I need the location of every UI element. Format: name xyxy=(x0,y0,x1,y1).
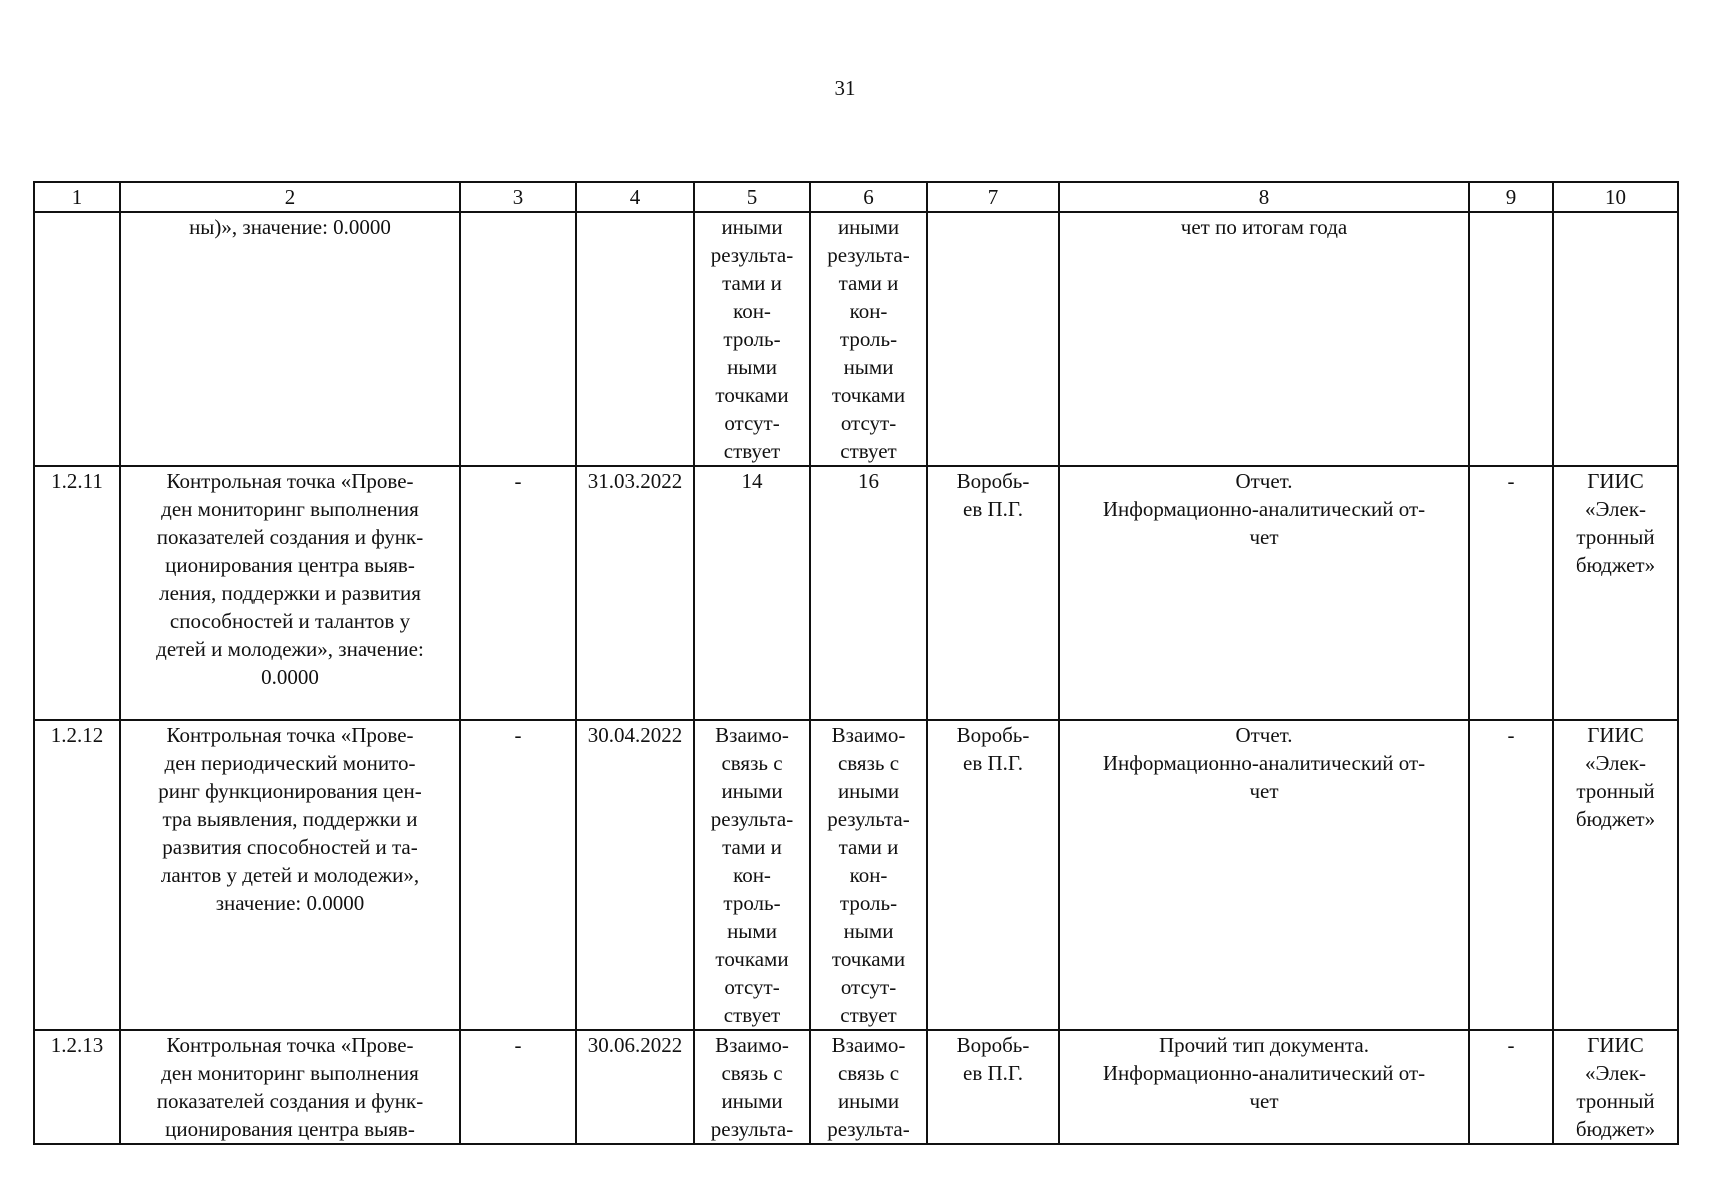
document-type-cell: Прочий тип документа. Информационно-аналитический от- чет xyxy=(1059,1030,1469,1144)
cell-col-9: - xyxy=(1469,1030,1553,1144)
responsible-cell: Воробь- ев П.Г. xyxy=(927,1030,1059,1144)
table-row xyxy=(34,1030,1678,1144)
cell-col-5: Взаимо- связь с иными результа- тами и кон- троль- ными точками отсут- ствует xyxy=(694,720,810,1030)
name-cell: Контрольная точка «Прове- ден мониторинг выполнения показателей создания и функ- ционирования центра выяв- ления, поддержки и развития способностей и талантов у детей и молодежи», значение: 0.0000 xyxy=(120,466,460,720)
cell-col-6: иными результа- тами и кон- троль- ными точками отсут- ствует xyxy=(810,212,927,466)
document-type-cell: Отчет. Информационно-аналитический от- чет xyxy=(1059,466,1469,720)
control-points-table xyxy=(33,181,1679,1145)
table-row xyxy=(34,212,1678,466)
document-type-cell: чет по итогам года xyxy=(1059,212,1469,466)
system-cell: ГИИС «Элек- тронный бюджет» xyxy=(1553,720,1678,1030)
cell-col-3: - xyxy=(460,1030,576,1144)
date-cell: 30.06.2022 xyxy=(576,1030,694,1144)
name-cell: Контрольная точка «Прове- ден периодический монито- ринг функционирования цен- тра выявления, поддержки и развития способностей и та- лантов у детей и молодежи», значение: 0.0000 xyxy=(120,720,460,1030)
responsible-cell: Воробь- ев П.Г. xyxy=(927,466,1059,720)
cell-col-6: Взаимо- связь с иными результа- тами и кон- троль- ными точками отсут- ствует xyxy=(810,720,927,1030)
page-number: 31 xyxy=(834,76,856,100)
cell-col-3: - xyxy=(460,720,576,1030)
date-cell xyxy=(576,212,694,466)
row-number-cell: 1.2.13 xyxy=(34,1030,120,1144)
name-cell: ны)», значение: 0.0000 xyxy=(120,212,460,466)
cell-col-9: - xyxy=(1469,720,1553,1030)
table-row xyxy=(34,466,1678,720)
document-type-cell: Отчет. Информационно-аналитический от- чет xyxy=(1059,720,1469,1030)
cell-col-9 xyxy=(1469,212,1553,466)
cell-col-6: 16 xyxy=(810,466,927,720)
header-cell-10: 10 xyxy=(1553,182,1678,212)
responsible-cell xyxy=(927,212,1059,466)
system-cell: ГИИС «Элек- тронный бюджет» xyxy=(1553,466,1678,720)
header-cell-7: 7 xyxy=(927,182,1059,212)
row-number-cell: 1.2.11 xyxy=(34,466,120,720)
header-cell-5: 5 xyxy=(694,182,810,212)
header-cell-8: 8 xyxy=(1059,182,1469,212)
cell-col-5: иными результа- тами и кон- троль- ными точками отсут- ствует xyxy=(694,212,810,466)
cell-col-3: - xyxy=(460,466,576,720)
cell-col-3 xyxy=(460,212,576,466)
header-cell-3: 3 xyxy=(460,182,576,212)
cell-col-5: Взаимо- связь с иными результа- xyxy=(694,1030,810,1144)
row-number-cell: 1.2.12 xyxy=(34,720,120,1030)
cell-col-9: - xyxy=(1469,466,1553,720)
table-row xyxy=(34,720,1678,1030)
header-cell-2: 2 xyxy=(120,182,460,212)
row-number-cell xyxy=(34,212,120,466)
header-cell-9: 9 xyxy=(1469,182,1553,212)
header-cell-6: 6 xyxy=(810,182,927,212)
date-cell: 30.04.2022 xyxy=(576,720,694,1030)
date-cell: 31.03.2022 xyxy=(576,466,694,720)
cell-col-6: Взаимо- связь с иными результа- xyxy=(810,1030,927,1144)
name-cell: Контрольная точка «Прове- ден мониторинг выполнения показателей создания и функ- ционирования центра выяв- xyxy=(120,1030,460,1144)
header-cell-1: 1 xyxy=(34,182,120,212)
header-cell-4: 4 xyxy=(576,182,694,212)
system-cell: ГИИС «Элек- тронный бюджет» xyxy=(1553,1030,1678,1144)
cell-col-5: 14 xyxy=(694,466,810,720)
system-cell xyxy=(1553,212,1678,466)
table-header-row xyxy=(34,182,1678,212)
responsible-cell: Воробь- ев П.Г. xyxy=(927,720,1059,1030)
